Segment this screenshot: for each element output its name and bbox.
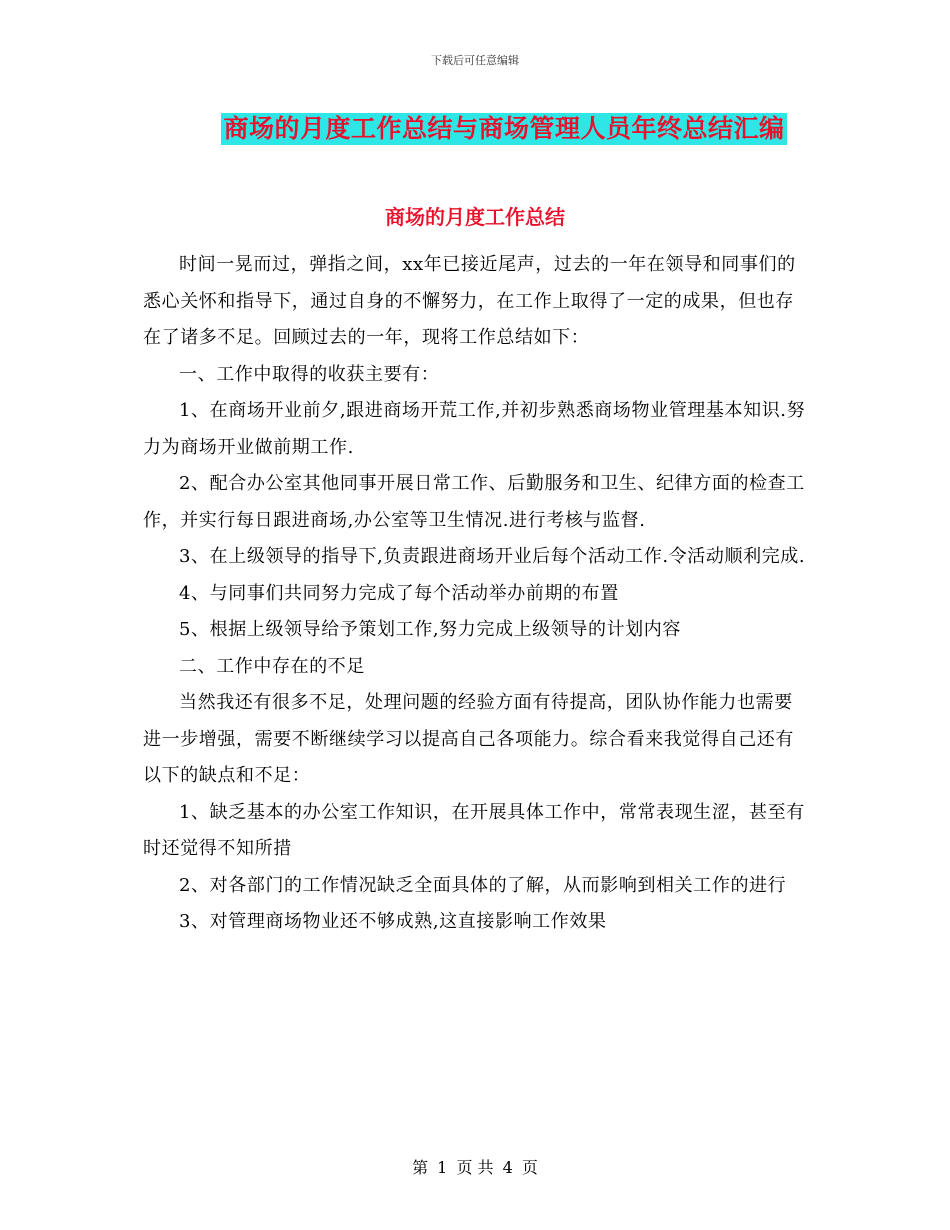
footer-prefix: 第 — [412, 1158, 429, 1177]
section-title: 商场的月度工作总结 — [385, 205, 565, 229]
main-title: 商场的月度工作总结与商场管理人员年终总结汇编 — [223, 114, 785, 143]
paragraph: 当然我还有很多不足，处理问题的经验方面有待提高，团队协作能力也需要进一步增强，需要不断继续学习以提高自己各项能力。综合看来我觉得自己还有以下的缺点和不足： — [143, 692, 794, 786]
paragraph: 二、工作中存在的不足 — [179, 655, 365, 677]
document-body — [143, 247, 807, 941]
paragraph: 1、在商场开业前夕,跟进商场开荒工作,并初步熟悉商场物业管理基本知识.努力为商场开业做前期工作. — [143, 400, 806, 458]
paragraph: 1、缺乏基本的办公室工作知识，在开展具体工作中，常常表现生涩，甚至有时还觉得不知所措 — [143, 801, 805, 859]
footer-suffix: 页 — [521, 1158, 538, 1177]
paragraph: 2、配合办公室其他同事开展日常工作、后勤服务和卫生、纪律方面的检查工作，并实行每日跟进商场,办公室等卫生情况.进行考核与监督. — [143, 473, 805, 531]
paragraph: 4、与同事们共同努力完成了每个活动举办前期的布置 — [179, 582, 619, 604]
paragraph: 3、对管理商场物业还不够成熟,这直接影响工作效果 — [179, 911, 607, 932]
current-page-number: 1 — [437, 1158, 448, 1177]
total-page-number: 4 — [502, 1158, 513, 1177]
main-title-wrap — [0, 113, 950, 145]
paragraph: 5、根据上级领导给予策划工作,努力完成上级领导的计划内容 — [179, 619, 681, 640]
page-footer — [0, 1155, 950, 1178]
header-note: 下载后可任意编辑 — [431, 54, 519, 67]
paragraph: 一、工作中取得的收获主要有： — [179, 363, 440, 385]
paragraph: 2、对各部门的工作情况缺乏全面具体的了解，从而影响到相关工作的进行 — [179, 874, 787, 896]
paragraph: 3、在上级领导的指导下,负责跟进商场开业后每个活动工作.令活动顺利完成. — [179, 546, 806, 567]
paragraph: 时间一晃而过，弹指之间，xx年已接近尾声，过去的一年在领导和同事们的悉心关怀和指导下，通过自身的不懈努力，在工作上取得了一定的成果，但也存在了诸多不足。回顾过去的一年，现将工作总结如下： — [143, 254, 796, 348]
footer-mid: 页 共 — [456, 1158, 494, 1177]
